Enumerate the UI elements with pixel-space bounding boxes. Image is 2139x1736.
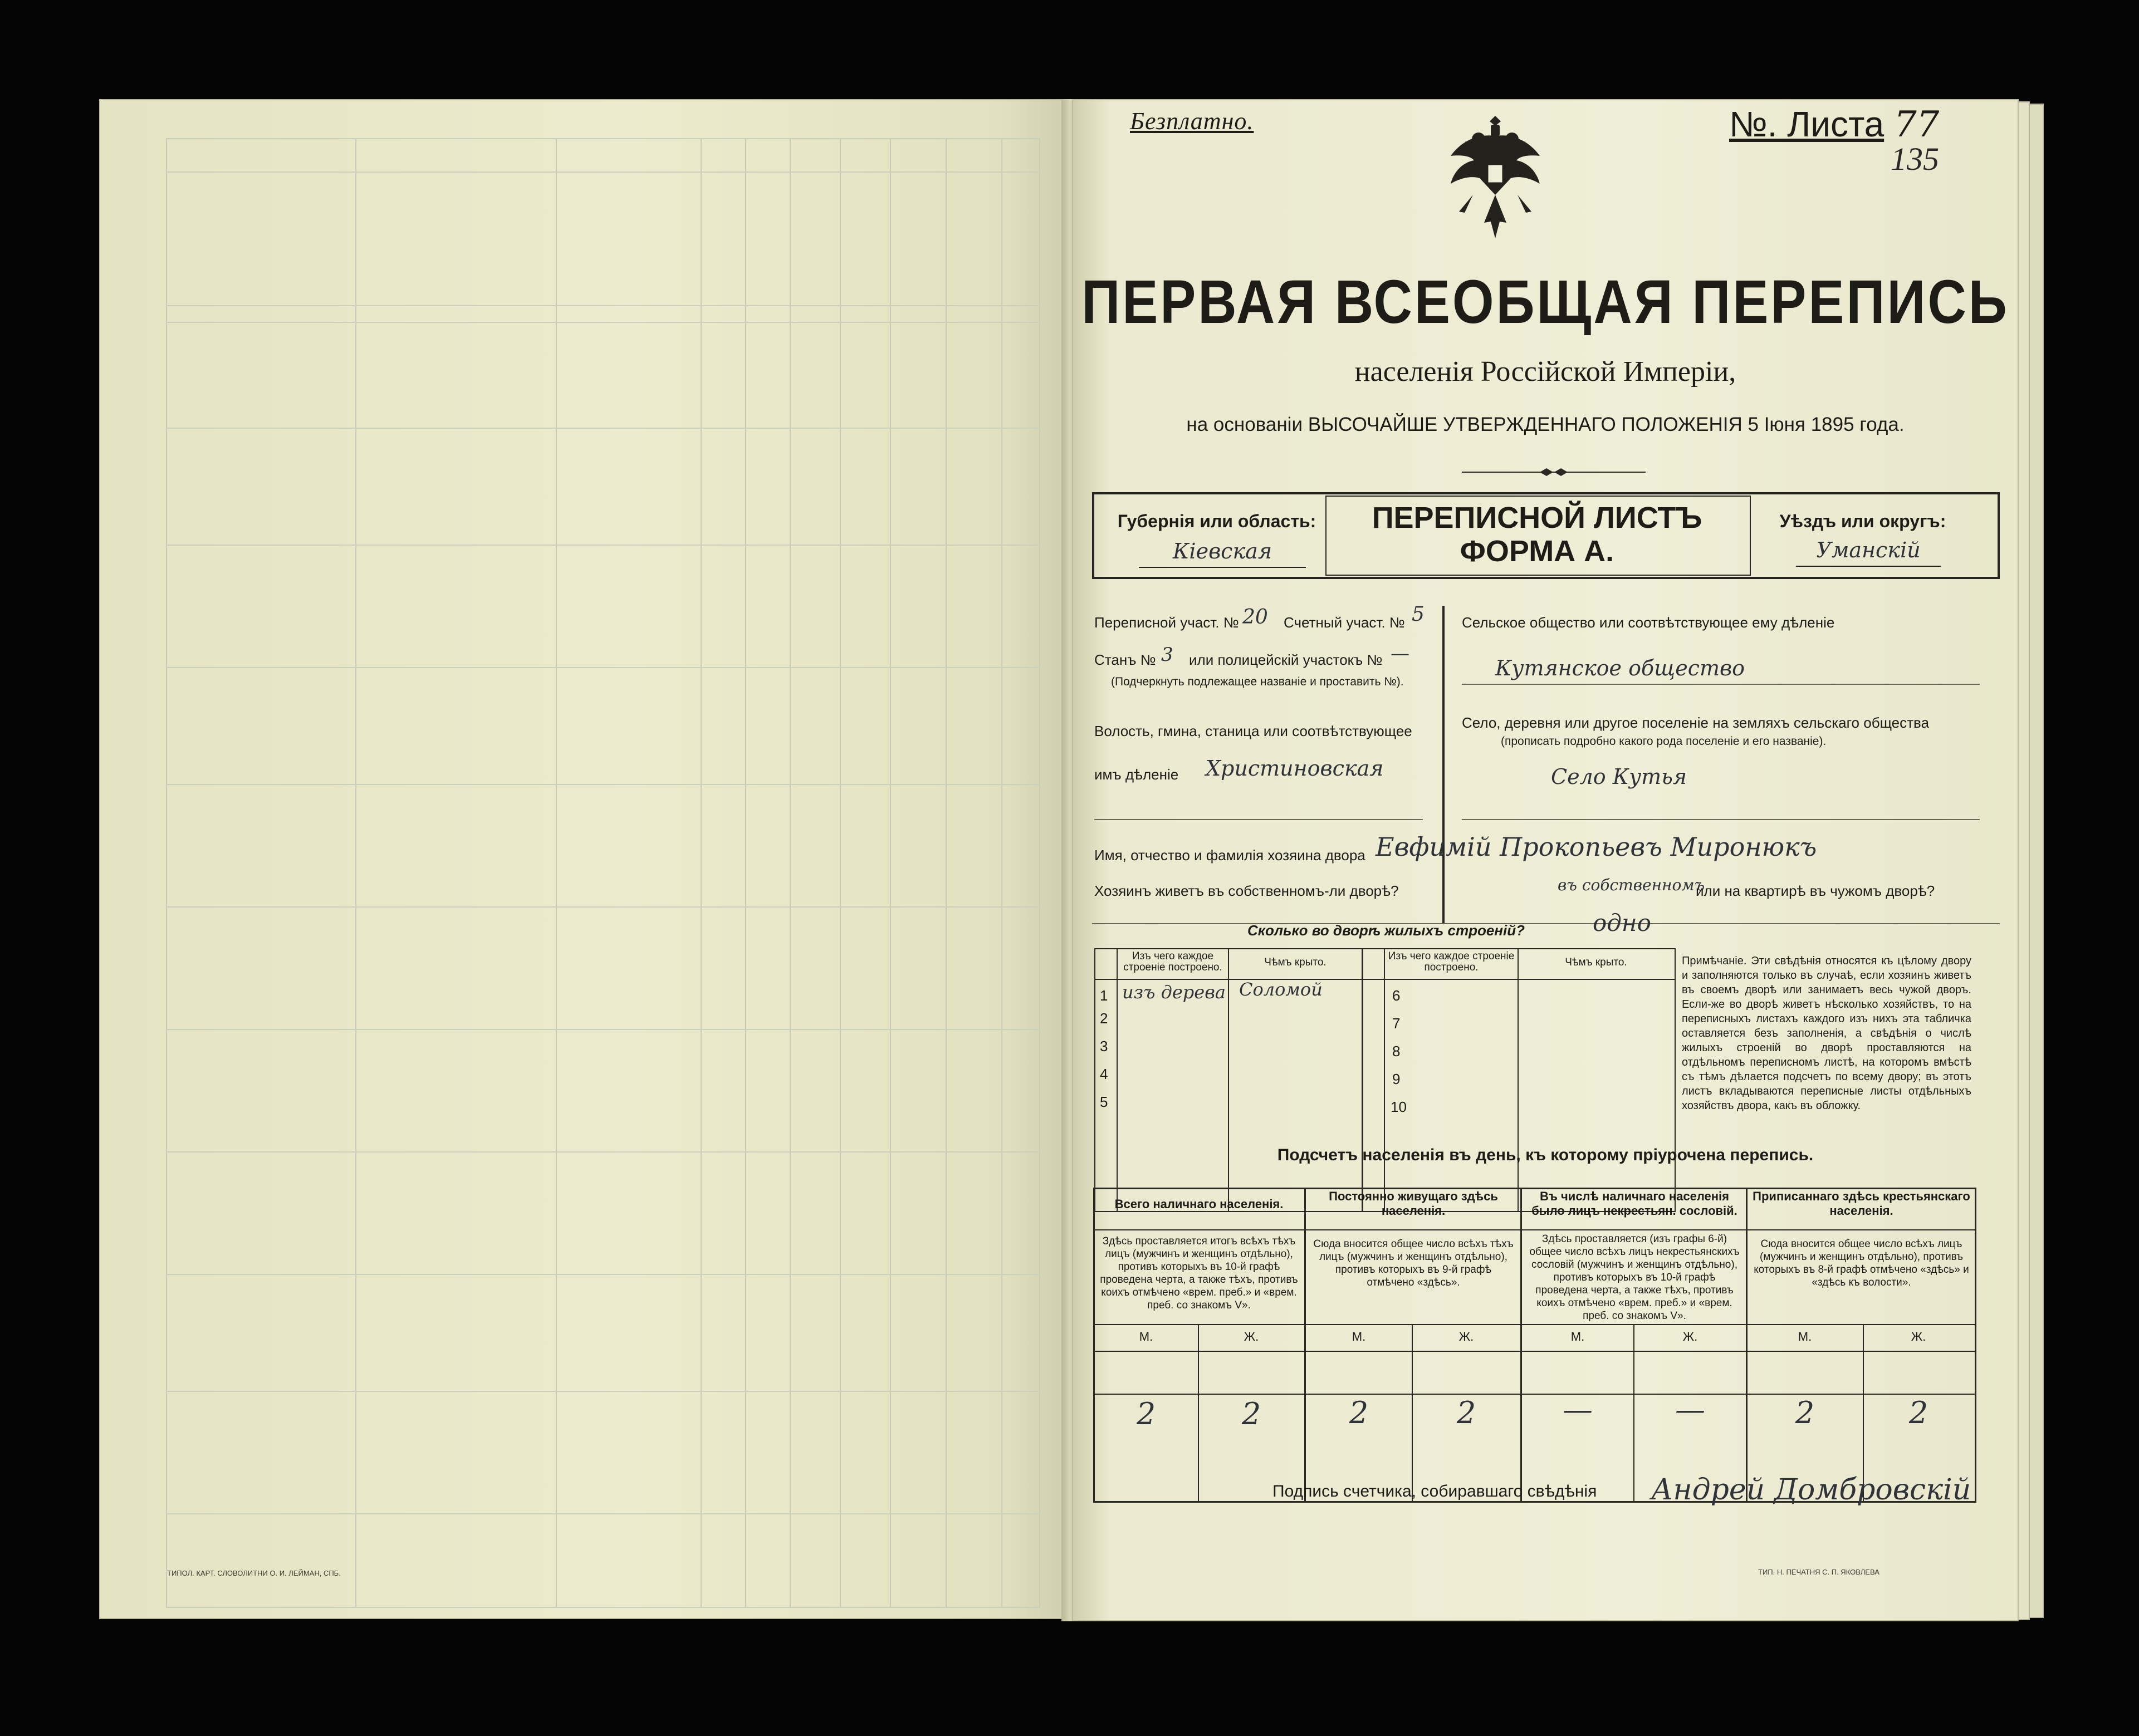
count-male-label: М. xyxy=(1139,1330,1153,1343)
count-peasant-male-value: 2 xyxy=(1795,1395,1815,1430)
province-label: Губернія или область: xyxy=(1117,511,1316,531)
buildings-row-number: 6 xyxy=(1392,987,1401,1004)
double-headed-eagle-emblem xyxy=(1440,111,1551,245)
form-type-title xyxy=(1325,501,1749,568)
count-col-permanent-desc: Сюда вносится общее число всѣхъ тѣхъ лицъ (мужчинъ и женщинъ отдѣльно), противъ которыхъ въ 9-й графѣ отмѣчено «здѣсь». xyxy=(1313,1238,1514,1288)
count-col-permanent-head: Постоянно живущаго здѣсь населенія. xyxy=(1329,1189,1498,1218)
form-subtitle: населенія Россійской Имперіи, xyxy=(1354,356,1736,388)
volost-label: Волость, гмина, станица или соотвѣтствующее xyxy=(1094,723,1412,739)
owner-residence-label-alt: или на квартирѣ въ чужомъ дворѣ? xyxy=(1696,882,1935,899)
count-col-nonpeasant-desc: Здѣсь проставляется (изъ графы 6-й) общее число всѣхъ лицъ некрестьянскихъ сословій (мужчинъ и женщинъ отдѣльно), противъ которыхъ въ 10-й графѣ проведена черта, а также тѣхъ, противъ коихъ отмѣчено «врем. преб.» и «врем. преб. со знакомъ V». xyxy=(1529,1233,1740,1322)
owner-residence-value: въ собственномъ xyxy=(1558,876,1705,894)
free-label: Безплатно. xyxy=(1130,107,1254,135)
count-col-total-head: Всего наличнаго населенія. xyxy=(1114,1197,1284,1211)
buildings-row-number: 10 xyxy=(1391,1099,1407,1115)
buildings-row-number: 2 xyxy=(1100,1010,1108,1027)
form-legal-basis: на основаніи ВЫСОЧАЙШЕ УТВЕРЖДЕННАГО ПОЛОЖЕНІЯ 5 Іюня 1895 года. xyxy=(1186,414,1905,435)
uezd-value: Уманскій xyxy=(1816,538,1921,562)
population-count-title: Подсчетъ населенія въ день, къ которому пріурочена перепись. xyxy=(1277,1146,1814,1164)
buildings-row-number: 4 xyxy=(1100,1066,1108,1082)
buildings-row-number: 3 xyxy=(1100,1038,1108,1055)
buildings-col-material: Изъ чего каждое строеніе построено. xyxy=(1123,950,1222,973)
buildings-row-number: 8 xyxy=(1392,1043,1401,1060)
ornament-divider xyxy=(1462,467,1646,478)
buildings-col-roof: Чѣмъ крыто. xyxy=(1565,957,1627,968)
signature-label: Подпись счетчика, собиравшаго свѣдѣнія xyxy=(1272,1482,1597,1500)
form-type-title-line1: ПЕРЕПИСНОЙ ЛИСТЪ xyxy=(1372,501,1702,534)
buildings-row-number: 5 xyxy=(1100,1093,1108,1110)
printer-imprint-left: ТИПОЛ. КАРТ. СЛОВОЛИТНИ О. И. ЛЕЙМАН, СПБ. xyxy=(167,1569,341,1577)
count-permanent-male-value: 2 xyxy=(1349,1395,1369,1430)
rural-society-label: Сельское общество или соотвѣтствующее ему дѣленіе xyxy=(1462,614,1835,631)
volost-value: Христиновская xyxy=(1206,756,1384,781)
building-roof-value: Соломой xyxy=(1239,979,1323,1000)
count-col-nonpeasant-head: Въ числѣ наличнаго населенія было лицъ некрестьян. сословій. xyxy=(1531,1189,1737,1218)
village-note: (прописать подробно какого рода поселеніе и его названіе). xyxy=(1501,735,1827,748)
buildings-col-material: Изъ чего каждое строеніе построено. xyxy=(1388,950,1515,973)
sheet-number-label: №. Листа xyxy=(1729,104,1885,144)
census-form-page xyxy=(1072,99,2019,1621)
police-district-label: или полицейскій участокъ № xyxy=(1189,651,1383,668)
count-nonpeasant-female-value: — xyxy=(1675,1392,1705,1427)
counting-district-label: Счетный участ. № xyxy=(1284,614,1405,631)
buildings-count-value: одно xyxy=(1593,909,1651,936)
form-type-title-line2: ФОРМА А. xyxy=(1460,534,1614,568)
count-female-label: Ж. xyxy=(1244,1330,1259,1343)
count-female-label: Ж. xyxy=(1682,1330,1698,1343)
sheet-number xyxy=(1729,104,1939,145)
census-district-label: Переписной участ. № xyxy=(1094,614,1239,631)
buildings-row-number: 7 xyxy=(1392,1015,1401,1032)
printer-imprint: ТИП. Н. ПЕЧАТНЯ С. П. ЯКОВЛЕВА xyxy=(1758,1568,1879,1576)
count-col-peasant-head: Приписаннаго здѣсь крестьянскаго населенія. xyxy=(1753,1189,1970,1218)
buildings-note: Примѣчаніе. Эти свѣдѣнія относятся къ цѣлому двору и заполняются только въ случаѣ, если хозяинъ живетъ въ своемъ дворѣ или занимаетъ весь чужой дворъ. Если-же во дворѣ живетъ нѣсколько хозяйствъ, то на переписныхъ листахъ каждого изъ нихъ эта табличка оставляется безъ заполненія, а свѣдѣнія о числѣ жилыхъ строеній во дворѣ проставляются на отдѣльномъ переписномъ листѣ, на которомъ вмѣстѣ съ тѣмъ дѣлается подсчетъ по всему двору; въ этотъ листъ вкладываются переписные листы отдѣльныхъ хозяйствъ двора, какъ въ обложку. xyxy=(1682,955,1971,1112)
sheet-number-value-handwritten: 135 xyxy=(1891,141,1939,177)
census-district-value: 20 xyxy=(1242,606,1268,629)
stan-value: 3 xyxy=(1161,644,1173,666)
count-female-label: Ж. xyxy=(1458,1330,1474,1343)
count-male-label: М. xyxy=(1798,1330,1812,1343)
sheet-number-value: 77 xyxy=(1893,104,1940,145)
count-female-label: Ж. xyxy=(1911,1330,1926,1343)
count-total-female-value: 2 xyxy=(1241,1396,1261,1431)
count-male-label: М. xyxy=(1352,1330,1366,1343)
counting-district-value: 5 xyxy=(1412,603,1425,626)
buildings-row-number: 1 xyxy=(1100,987,1108,1004)
count-peasant-female-value: 2 xyxy=(1908,1395,1928,1430)
police-district-value: — xyxy=(1391,643,1409,665)
underline-note: (Подчеркнуть подлежащее названіе и проставить №). xyxy=(1111,675,1404,688)
owner-name-label: Имя, отчество и фамилія хозяина двора xyxy=(1094,847,1365,864)
count-total-male-value: 2 xyxy=(1136,1396,1156,1431)
province-value: Кіевская xyxy=(1173,539,1272,563)
count-permanent-female-value: 2 xyxy=(1456,1395,1476,1430)
count-col-total-desc: Здѣсь проставляется итогъ всѣхъ тѣхъ лицъ (мужчинъ и женщинъ отдѣльно), противъ которыхъ въ 10-й графѣ проведена черта, а также тѣхъ, противъ коихъ отмѣчено «врем. преб.» и «врем. преб. со знакомъ V». xyxy=(1100,1235,1298,1311)
signature-value: Андрей Домбровскій xyxy=(1651,1473,1971,1507)
buildings-row-number: 9 xyxy=(1392,1071,1401,1087)
rural-society-value: Кутянское общество xyxy=(1495,656,1745,680)
buildings-col-roof: Чѣмъ крыто. xyxy=(1264,957,1327,968)
volost-label-cont: имъ дѣленіе xyxy=(1094,766,1179,783)
buildings-count-label: Сколько во дворѣ жилыхъ строеній? xyxy=(1247,922,1525,939)
owner-name-value: Евфимій Прокопьевъ Миронюкъ xyxy=(1376,832,1817,862)
left-page xyxy=(99,99,1069,1619)
count-male-label: М. xyxy=(1570,1330,1585,1343)
owner-residence-label: Хозяинъ живетъ въ собственномъ-ли дворѣ? xyxy=(1094,882,1399,899)
form-main-title: ПЕРВАЯ ВСЕОБЩАЯ ПЕРЕПИСЬ xyxy=(1081,267,2009,336)
uezd-label: Уѣздъ или округъ: xyxy=(1779,511,1946,531)
count-nonpeasant-male-value: — xyxy=(1563,1392,1593,1427)
village-label: Село, деревня или другое поселеніе на земляхъ сельскаго общества xyxy=(1462,714,1930,731)
building-material-value: изъ дерева xyxy=(1122,982,1226,1003)
village-value: Село Кутья xyxy=(1551,764,1687,789)
stan-label: Станъ № xyxy=(1094,651,1156,668)
count-col-peasant-desc: Сюда вносится общее число всѣхъ лицъ (мужчинъ и женщинъ отдѣльно), противъ которыхъ въ 8-й графѣ отмѣчено «здѣсь» и «здѣсь къ волости». xyxy=(1754,1238,1969,1288)
left-page-faint-grid xyxy=(166,138,1040,1608)
